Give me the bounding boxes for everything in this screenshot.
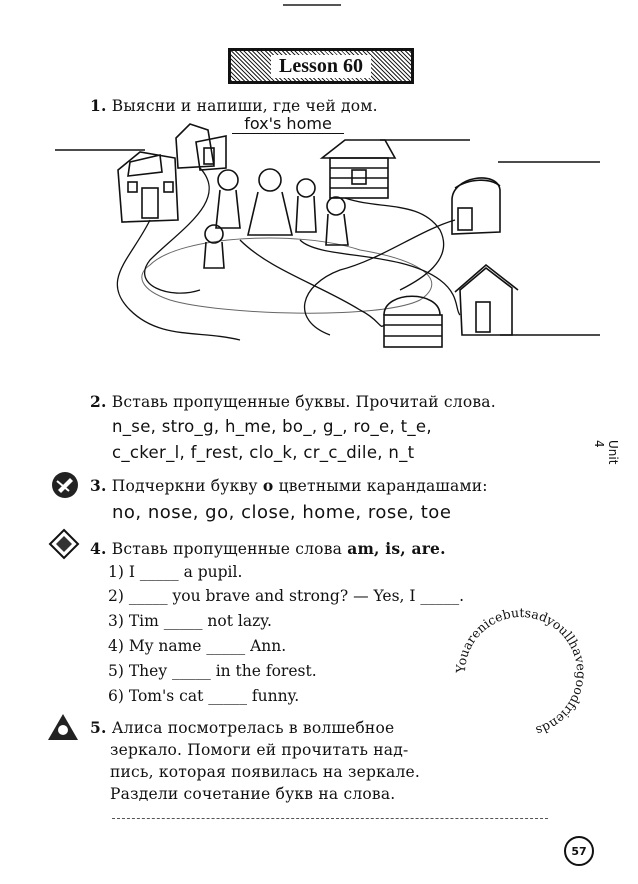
house-top-center: [176, 124, 226, 170]
task4-item: 4) My name _____ Ann.: [108, 637, 287, 655]
triangle-icon: [46, 712, 80, 742]
task5-line: зеркало. Помоги ей прочитать над-: [110, 741, 409, 759]
task1-answer: fox's home: [232, 114, 344, 134]
task2-words-line1: n_se, stro_g, h_me, bo_, g_, ro_e, t_e,: [112, 417, 432, 436]
task3-words: no, nose, go, close, home, rose, toe: [112, 502, 452, 523]
task4-item: 3) Tim _____ not lazy.: [108, 612, 272, 630]
task5-line: Раздели сочетание букв на слова.: [110, 785, 396, 803]
house-bottom-right: [455, 265, 518, 335]
magic-mirror: [446, 598, 596, 748]
task4-item: 1) I _____ a pupil.: [108, 563, 243, 581]
mirror-text: Youarenicebutsadyoullhavegoodfriends: [452, 604, 590, 739]
lesson-banner: [228, 48, 414, 84]
characters-group: [204, 169, 348, 268]
task2-words-line2: c_cker_l, f_rest, clo_k, cr_c_dile, n_t: [112, 443, 415, 462]
task4-instruction: 4. Вставь пропущенные слова am, is, are.: [90, 539, 446, 558]
lesson-title: Lesson 60: [271, 55, 371, 78]
top-rule: [283, 4, 341, 6]
task4-item: 6) Tom's cat _____ funny.: [108, 687, 300, 705]
pencils-icon: [50, 470, 80, 500]
house-basket: [384, 296, 442, 347]
task2-instruction: 2. Вставь пропущенные буквы. Прочитай слова.: [90, 392, 496, 411]
task5-line: пись, которая появилась на зеркале.: [110, 763, 420, 781]
unit-side-label: Unit 4: [592, 440, 620, 465]
house-top-left: [118, 152, 178, 222]
puzzle-icon: [48, 528, 80, 560]
ground-patch: [142, 238, 432, 313]
task3-instruction: 3. Подчеркни букву о цветными карандашами:: [90, 476, 488, 495]
task5-answer-line: [112, 818, 548, 819]
task4-item: 2) _____ you brave and strong? — Yes, I _____.: [108, 587, 465, 605]
task5-instruction: 5. Алиса посмотрелась в волшебное: [90, 718, 395, 737]
task4-item: 5) They _____ in the forest.: [108, 662, 317, 680]
house-round-hut: [452, 178, 500, 234]
house-log-cabin: [322, 140, 395, 198]
task1-illustration: [0, 110, 638, 370]
page-number: 57: [564, 836, 594, 866]
task1-instruction: 1. Выясни и напиши, где чей дом.: [90, 96, 378, 115]
